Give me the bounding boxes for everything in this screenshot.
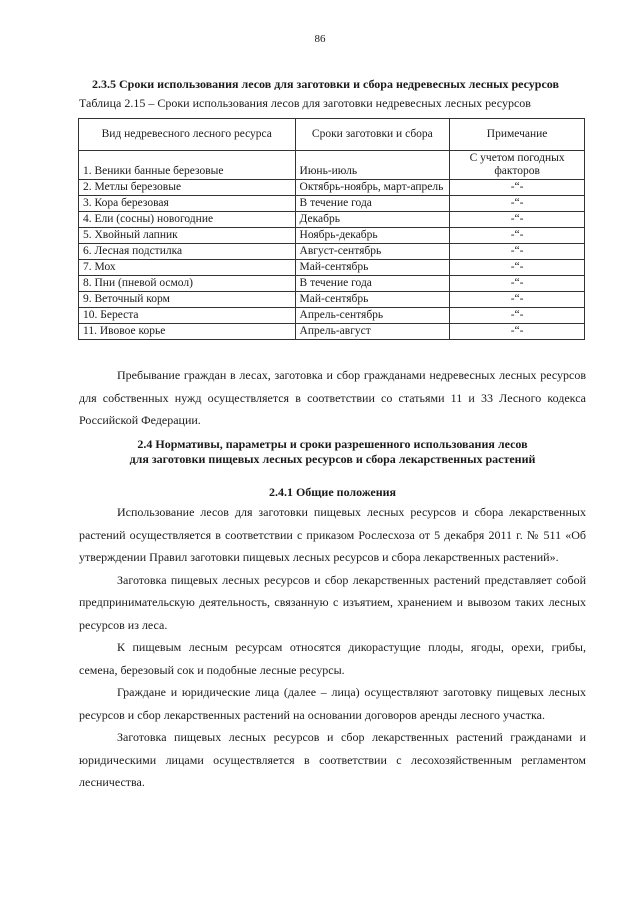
table-row	[79, 228, 585, 244]
table-header-row	[79, 119, 585, 151]
paragraphs-block	[79, 501, 586, 794]
table-row	[79, 196, 585, 212]
table-cell: 10. Береста	[79, 308, 296, 324]
table-cell: В течение года	[295, 276, 450, 292]
section-heading: 2.3.5 Сроки использования лесов для заготовки и сбора недревесных лесных ресурсов	[92, 77, 559, 91]
table-header-cell: Вид недревесного лесного ресурса	[79, 119, 296, 151]
table-cell: Май-сентябрь	[295, 292, 450, 308]
table-cell: -“-	[450, 324, 585, 340]
table-row	[79, 244, 585, 260]
table-row	[79, 212, 585, 228]
paragraph-text: Использование лесов для заготовки пищевых лесных ресурсов и сбора лекарственных растений осуществляется в соответствии с приказом Рослесхоза от 5 декабря 2011 г. № 511 «Об утверждении Правил заготовки пищевых лесных ресурсов и сбора лекарственных растений».	[79, 505, 586, 564]
page-number: 86	[314, 33, 326, 45]
table-cell: -“-	[450, 212, 585, 228]
resources-table	[78, 118, 585, 340]
subsection-heading: 2.4.1 Общие положения	[268, 485, 397, 499]
table-cell: 4. Ели (сосны) новогодние	[79, 212, 296, 228]
table-cell: Апрель-сентябрь	[295, 308, 450, 324]
table-header-cell: Примечание	[450, 119, 585, 151]
table-row	[79, 260, 585, 276]
table-cell: 1. Веники банные березовые	[79, 151, 296, 180]
table-cell: Август-сентябрь	[295, 244, 450, 260]
table-cell: -“-	[450, 292, 585, 308]
paragraph-text: К пищевым лесным ресурсам относятся дикорастущие плоды, ягоды, орехи, грибы, семена, березовый сок и подобные лесные ресурсы.	[79, 640, 586, 677]
table-header-cell: Сроки заготовки и сбора	[295, 119, 450, 151]
table-cell: Декабрь	[295, 212, 450, 228]
table-cell: -“-	[450, 276, 585, 292]
table-row	[79, 308, 585, 324]
table-caption: Таблица 2.15 – Сроки использования лесов для заготовки недревесных лесных ресурсов	[79, 96, 531, 110]
table-cell: -“-	[450, 260, 585, 276]
table-cell: 5. Хвойный лапник	[79, 228, 296, 244]
paragraph-text: Заготовка пищевых лесных ресурсов и сбор лекарственных растений представляет собой предпринимательскую деятельность, связанную с изъятием, хранением и вывозом таких лесных ресурсов из леса.	[79, 572, 586, 632]
table-cell: -“-	[450, 244, 585, 260]
table-cell: -“-	[450, 180, 585, 196]
section2-heading	[79, 437, 586, 467]
table-cell: 11. Ивовое корье	[79, 324, 296, 340]
table-cell: 9. Веточный корм	[79, 292, 296, 308]
table-row	[79, 276, 585, 292]
table-cell: -“-	[450, 308, 585, 324]
table-cell: Ноябрь-декабрь	[295, 228, 450, 244]
table-cell: Октябрь-ноябрь, март-апрель	[295, 180, 450, 196]
table-cell: 7. Мох	[79, 260, 296, 276]
table-cell: -“-	[450, 228, 585, 244]
paragraph-1	[79, 364, 586, 432]
paragraph-text: Граждане и юридические лица (далее – лица) осуществляют заготовку пищевых лесных ресурсов и сбор лекарственных растений на основании договоров аренды лесного участка.	[79, 685, 586, 722]
table-cell: В течение года	[295, 196, 450, 212]
table-cell: -“-	[450, 196, 585, 212]
table-row	[79, 292, 585, 308]
section2-heading-line1: 2.4 Нормативы, параметры и сроки разрешенного использования лесов	[137, 437, 528, 451]
table-cell: 2. Метлы березовые	[79, 180, 296, 196]
paragraph-text: Заготовка пищевых лесных ресурсов и сбор лекарственных растений гражданами и юридическими лицами осуществляется в соответствии с лесохозяйственным регламентом лесничества.	[79, 730, 586, 789]
table-row	[79, 324, 585, 340]
section2-heading-line2: для заготовки пищевых лесных ресурсов и сбора лекарственных растений	[129, 452, 536, 466]
table-cell: Май-сентябрь	[295, 260, 450, 276]
table-cell: Апрель-август	[295, 324, 450, 340]
table-row	[79, 180, 585, 196]
table-row	[79, 151, 585, 180]
paragraph-text: Пребывание граждан в лесах, заготовка и сбор гражданами недревесных лесных ресурсов для собственных нужд осуществляется в соответствии со статьями 11 и 33 Лесного кодекса Российской Федерации.	[79, 368, 586, 427]
table-cell: 3. Кора березовая	[79, 196, 296, 212]
table-cell: 8. Пни (пневой осмол)	[79, 276, 296, 292]
table-cell: 6. Лесная подстилка	[79, 244, 296, 260]
table-cell: Июнь-июль	[295, 151, 450, 180]
table-cell: С учетом погодных факторов	[450, 151, 585, 180]
